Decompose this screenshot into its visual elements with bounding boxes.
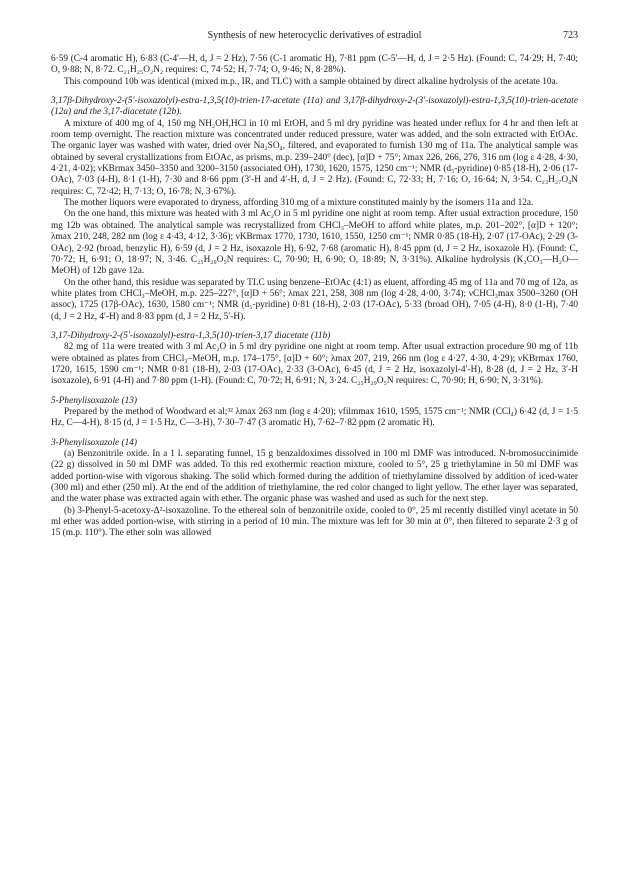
section-heading-11b: 3,17-Dihydroxy-2-(5′-isoxazolyl)-estra-1,3,5(10)-trien-3,17 diacetate (11b) [51, 330, 331, 341]
spacer [51, 323, 578, 331]
section-heading-11a-12a: 3,17β-Dihydroxy-2-(5′-isoxazolyl)-estra-1,3,5(10)-trien-17-acetate (11a) and 3,17β-dihydroxy-2-(3′-isoxazolyl)-estra-1,3,5(10)-trien-acetate (12a) and the 3,17-diacetate (12b). [51, 96, 578, 118]
spacer [51, 388, 578, 396]
page [51, 30, 578, 540]
paragraph-tlc-separation: On the other hand, this residue was separated by TLC using benzene–EtOAc (4:1) as eluent, affording 45 mg of 11a and 70 mg of 12a, as white plates from CHCl₃–MeOH, m.p. 225–227°, [α]D + 56°; λmax 221, 258, 308 nm (log 4·28, 4·00, 3·74); νCHCl₃max 3500–3260 (OH assoc), 1725 (17β-OAc), 1630, 1580 cm⁻¹; NMR (d₅-pyridine) 0·81 (18-H), 2·03 (17-OAc), 5·33 (broad OH), 7·05 (4-H), 8·0 (1-H), 7·40 (d, J = 2 Hz, 4′-H) and 8·83 ppm (d, J = 2 Hz, 5′-H). [51, 277, 578, 322]
paragraph-mother-liquors: The mother liquors were evaporated to dryness, affording 310 mg of a mixture constituted mainly by the isomers 11a and 12a. [64, 198, 534, 209]
running-head [51, 30, 578, 44]
paragraph-11a-preparation: A mixture of 400 mg of 4, 150 mg NH₂OH,HCl in 10 ml EtOH, and 5 ml dry pyridine was heated under reflux for 4 hr and then left at room temp overnight. The reaction mixture was concentrated under reduced pressure, water was added, and the soln extracted with EtOAc. The organic layer was washed with water, dried over Na₂SO₄, filtered, and evaporated to furnish 130 mg of 11a. The analytical sample was obtained by several crystallizations from EtOAc, as prisms, m.p. 239–240° (dec), [α]D + 75°; λmax 226, 266, 276, 316 nm (log ε 4·28, 4·30, 4·21, 4·02); νKBrmax 3450–3350 and 3200–3150 (associated OH), 1730, 1620, 1575, 1250 cm⁻¹; NMR (d₅-pyridine) 0·85 (18-H), 2·06 (17-OAc), 7·03 (4-H), 8·1 (1-H), 7·30 and 8·66 ppm (3′-H and 4′-H, d, J = 2 Hz). (Found: C, 72·33; H, 7·16; O, 16·64; N, 3·54. C₂₃H₂₇O₄N requires: C, 72·42; H, 7·13; O, 16·78; N, 3·67%). [51, 118, 578, 197]
paragraph-identity-10b: This compound 10b was identical (mixed m.p., IR, and TLC) with a sample obtained by direct alkaline hydrolysis of the acetate 10a. [64, 76, 558, 87]
page-number: 723 [563, 30, 578, 41]
paragraph-spectral-data-continued: 6·59 (C-4 aromatic H), 6·83 (C-4′—H, d, J = 2 Hz), 7·56 (C-1 aromatic H), 7·81 ppm (C-5′—H, d, J = 2·5 Hz). (Found: C, 74·29; H, 7·40; O, 9·88; N, 8·72. C₂₁H₂₅O₂N₂ requires: C, 74·52; H, 7·74; O, 9·46; N, 8·28%). [51, 54, 578, 76]
paragraph-12b-preparation: On the one hand, this mixture was heated with 3 ml Ac₂O in 5 ml pyridine one night at room temp. After usual extraction procedure, 150 mg 12b was obtained. The analytical sample was recrystallized from CHCl₃–MeOH to afford white plates, m.p. 201–202°, [α]D + 120°; λmax 210, 248, 282 nm (log ε 4·43, 4·12, 3·36); νKBrmax 1770, 1730, 1610, 1550, 1250 cm⁻¹; NMR 0·85 (18-H), 2·07 (17-OAc), 2·29 (3-OAc), 2·92 (broad, benzylic H), 6·59 (d, J = 2 Hz, isoxazole H), 6·92, 7·68 (aromatic H), 8·45 ppm (d, J = 2 Hz, isoxazole H). (Found: C, 70·72; H, 6·91; O, 18·97; N, 3·46. C₂₅H₂₉O₅N requires: C, 70·90; H, 6·90; O, 18·89; N, 3·31%). Alkaline hydrolysis (K₂CO₃—H₂O—MeOH) of 12b gave 12a. [51, 209, 578, 277]
paragraph-11b-preparation: 82 mg of 11a were treated with 3 ml Ac₂O in 5 ml dry pyridine one night at room temp. After usual extraction procedure 90 mg of 11b were obtained as plates from CHCl₃–MeOH, m.p. 174–175°, [α]D + 60°; λmax 207, 219, 266 nm (log ε 4·27, 4·30, 4·29); νKBrmax 1760, 1720, 1615, 1590 cm⁻¹; NMR 0·81 (18-H), 2·03 (17-OAc), 2·33 (3-OAc), 6·45 (d, J = 2 Hz, isoxazolyl-4′-H), 8·28 (d, J = 2 Hz, 3′-H isoxazole), 6·91 (4-H) and 7·80 ppm (1-H). (Found: C, 70·72; H, 6·91; N, 3·24. C₂₅H₂₉O₅N requires: C, 70·90; H, 6·90; N, 3·31%). [51, 342, 578, 387]
paragraph-isoxazoline: (b) 3-Phenyl-5-acetoxy-Δ²-isoxazoline. To the ethereal soln of benzonitrile oxide, cooled to 0°, 25 ml recently distilled vinyl acetate in 50 ml ether was added portion-wise, with stirring in a period of 10 min. The mixture was left for 30 min at 0°, then filtered to separate 2·3 g of 15 (m.p. 110°). The ether soln was allowed [51, 505, 578, 539]
spacer [51, 430, 578, 438]
paragraph-benzonitrile-oxide: (a) Benzonitrile oxide. In a 1 l. separating funnel, 15 g benzaldoximes dissolved in 100 ml DMF was introduced. N-bromosuccinimide (22 g) dissolved in 50 ml DMF was added. To this red exothermic reaction mixture, cooled to 5°, 25 g triethylamine in 50 ml DMF was added portion-wise with vigorous shaking. The solid which formed during the addition of triethylamine dissolved by addition of iced-water (300 ml) and ether (250 ml). At the end of the addition of triethylamine, the red color changed to light yellow. The ether layer was separated, and the water phase was extracted again with ether. The organic phase was washed and used as such for the next step. [51, 449, 578, 505]
section-heading-3-phenylisoxazole: 3-Phenylisoxazole (14) [51, 437, 137, 448]
paragraph-13-preparation: Prepared by the method of Woodward et al;³² λmax 263 nm (log ε 4·20); νfilmmax 1610, 1595, 1575 cm⁻¹; NMR (CCl₄) 6·42 (d, J = 1·5 Hz, C—4-H), 8·15 (d, J = 1·5 Hz, C—3-H), 7·30–7·47 (3 aromatic H), 7·62–7·82 ppm (2 aromatic H). [51, 406, 578, 429]
running-head-title: Synthesis of new heterocyclic derivatives of estradiol [207, 30, 422, 41]
spacer [51, 88, 578, 96]
section-heading-5-phenylisoxazole: 5-Phenylisoxazole (13) [51, 395, 137, 406]
